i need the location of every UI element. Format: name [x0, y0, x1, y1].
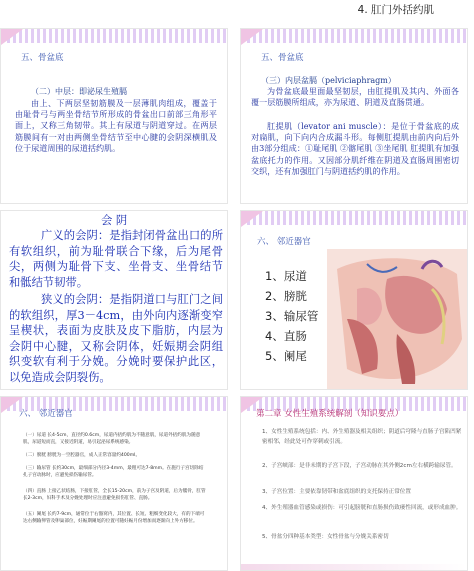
organ-item-ureter: 3、输尿管: [265, 309, 319, 323]
key-point-5: 5、骨盆分四种基本类型：女性骨盆与分娩关系密切: [262, 534, 389, 540]
organ-item-rectum: 4、直肠: [265, 329, 307, 343]
corner-decoration: [1, 29, 23, 45]
slide-chapter-summary: [240, 396, 468, 571]
header-stripes: [241, 211, 467, 225]
perineum-broad-definition: 广义的会阴：是指封闭骨盆出口的所有软组织，前为耻骨联合下缘，后为尾骨尖，两侧为耻骨下支、坐骨支、坐骨结节和骶结节韧带。: [9, 229, 223, 289]
header-stripes: [241, 29, 467, 43]
organ-desc-appendix: （五）阑尾 长约7-9cm，通常位于右髂窝内，其位置、长短、粗细变化较大，有的下端可达右侧输卵管及卵巢部位，妊娠期阑尾的位置可随妊娠月份增加而逐渐向上外方移位。: [23, 512, 205, 524]
slide-subheading: （三）内层盆膈（pelviciaphragm）: [261, 76, 396, 85]
header-stripes: [1, 29, 227, 43]
organ-item-appendix: 5、阑尾: [265, 349, 307, 363]
slide-body-2: 肛提肌（levator ani muscle）：是位于骨盆底的成对扁肌，向下向内合成漏斗形。每侧肛提肌由前内向后外由3部分组成：①耻尾肌 ②髂尾肌 ③坐尾肌 肛提肌有加强盆底托力的作用。又因部分肌纤维在阴道及直肠周围密切交织，还有加强肛门与阴道括约肌的作用。: [251, 121, 459, 176]
slide-pelvic-floor-middle: [0, 28, 228, 204]
key-point-3: 3、子宫位置：主要依靠韧带和盆底组织的支托保持正常位置: [262, 489, 411, 495]
slide-perineum: [0, 210, 228, 390]
slide-adjacent-organs-figure: [240, 210, 468, 390]
footer-bar: [241, 564, 467, 570]
slide-subheading: （二）中层：即泌尿生殖膈: [31, 87, 127, 96]
chapter-title: 第二章 女性生殖系统解剖（知识要点）: [256, 409, 404, 419]
key-point-2: 2、子宫峡部：是非未期的子宫下段，子宫动脉在其外侧2cm左右横跨输尿管。: [262, 463, 457, 469]
slide-pelvic-floor-inner: [240, 28, 468, 204]
slide-heading: 六、 邻近器官: [257, 237, 311, 247]
organ-desc-rectum: （四）直肠 上接乙状结肠，下接肛管，全长15-20cm，前为子宫及阴道，后为骶骨，肛管长2-3cm，妇科手术及分娩处理时应注意避免损伤肛管、直肠。: [23, 489, 206, 501]
organ-desc-ureter: （三）输尿管 长约30cm，最细部分内径3-4mm，最粗可达7-8mm。在施行子宫切除结扎子宫动脉时，应避免损伤输尿管。: [23, 466, 204, 478]
page-top-title: 4. 肛门外括约肌: [357, 4, 434, 16]
organ-item-urethra: 1、尿道: [265, 269, 307, 283]
slide-body-1: 为骨盆底最里面最坚韧层，由肛提肌及其内、外面各覆一层筋膜所组成，亦为尿道、阴道及直肠贯通。: [251, 86, 459, 108]
slide-heading: 五、骨盆底: [261, 53, 304, 63]
slide-adjacent-organs-text: [0, 396, 228, 571]
slide-heading: 五、骨盆底: [21, 53, 64, 63]
corner-decoration: [241, 211, 263, 227]
key-point-4: 4、外生殖器血管感染或损伤：可引起膀胱和直肠损伤致瘘性回流，或形成血肿。: [262, 505, 462, 511]
pelvic-organs-illustration: [327, 249, 467, 389]
corner-decoration: [241, 29, 263, 45]
adjacent-organ-list: [265, 266, 318, 366]
slide-heading: 六、 邻近器官: [19, 409, 73, 419]
organ-desc-bladder: （二）膀胱 膀胱为一空腔器官，成人正常容量约400ml。: [23, 453, 141, 458]
organ-item-bladder: 2、膀胱: [265, 289, 307, 303]
slide-title: 会 阴: [101, 214, 128, 227]
perineum-narrow-definition: 狭义的会阴：是指阴道口与肛门之间的软组织，厚3－4cm，由外向内逐渐变窄呈楔状，表面为皮肤及皮下脂肪，内层为会阴中心腱，又称会阴体，妊娠期会阴组织变软有利于分娩。分娩时要保护此区，以免造成会阴裂伤。: [9, 293, 223, 384]
key-point-1: 1、女性生殖系统包括：内、外生殖器及相关组织；阴道后穹隆与直肠子宫陷凹紧密相邻，经此处可作穿刺或引流。: [262, 429, 462, 445]
slide-body: 由上、下两层坚韧筋膜及一层薄肌肉组成，覆盖于由耻骨弓与两坐骨结节所形成的骨盆出口前部三角形平面上，又称三角韧带。其上有尿道与阴道穿过。在两层筋膜间有一对由两侧坐骨结节至中心腱的会阴深横肌及位于尿道周围的尿道括约肌。: [15, 98, 217, 153]
organ-desc-urethra: （一）尿道 长4-5cm，直径约0.6cm，尿道内括约肌为不随意肌，尿道外括约肌为随意肌，尿道短而直，又接近阴道，易引起泌尿系统感染。: [23, 433, 201, 445]
